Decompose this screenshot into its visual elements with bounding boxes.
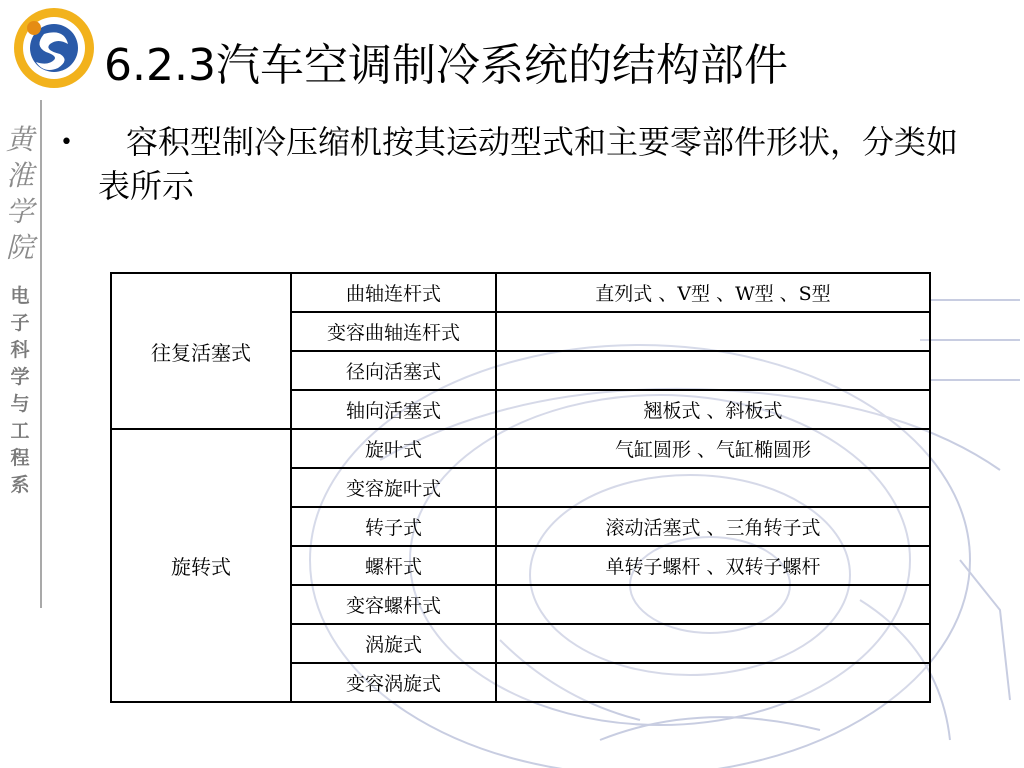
type-cell: 曲轴连杆式	[291, 273, 496, 312]
sidebar-department-name	[6, 283, 34, 499]
sidebar-char: 电	[10, 285, 30, 307]
group-label: 旋转式	[111, 429, 291, 702]
type-cell: 变容曲轴连杆式	[291, 312, 496, 351]
compressor-classification-table	[110, 272, 931, 703]
desc-cell: 气缸圆形 、气缸椭圆形	[496, 429, 930, 468]
group-label: 往复活塞式	[111, 273, 291, 429]
sidebar-char: 黄	[5, 123, 34, 156]
type-cell: 变容螺杆式	[291, 585, 496, 624]
desc-cell: 单转子螺杆 、双转子螺杆	[496, 546, 930, 585]
sidebar-char: 与	[10, 393, 30, 415]
sidebar-char: 学	[5, 195, 34, 228]
desc-cell	[496, 663, 930, 702]
type-cell: 转子式	[291, 507, 496, 546]
bullet-icon: •	[60, 130, 73, 155]
type-cell: 变容旋叶式	[291, 468, 496, 507]
sidebar-divider	[40, 100, 42, 608]
sidebar-char: 工	[10, 420, 30, 442]
type-cell: 旋叶式	[291, 429, 496, 468]
sidebar-char: 程	[10, 447, 30, 469]
desc-cell	[496, 351, 930, 390]
desc-cell	[496, 468, 930, 507]
type-cell: 变容涡旋式	[291, 663, 496, 702]
sidebar-char: 子	[10, 312, 30, 334]
sidebar-char: 淮	[5, 159, 34, 192]
logo-icon	[4, 4, 100, 94]
desc-cell: 滚动活塞式 、三角转子式	[496, 507, 930, 546]
type-cell: 涡旋式	[291, 624, 496, 663]
sidebar-char: 系	[10, 474, 30, 496]
desc-cell	[496, 312, 930, 351]
desc-cell	[496, 624, 930, 663]
sidebar-char: 科	[10, 339, 30, 361]
type-cell: 径向活塞式	[291, 351, 496, 390]
desc-cell: 直列式 、V型 、W型 、S型	[496, 273, 930, 312]
type-cell: 螺杆式	[291, 546, 496, 585]
sidebar-char: 学	[10, 366, 30, 388]
table-row	[111, 273, 930, 312]
bullet-text: 容积型制冷压缩机按其运动型式和主要零部件形状，分类如表所示	[98, 123, 959, 205]
desc-cell	[496, 585, 930, 624]
sidebar-school-name	[4, 122, 36, 266]
slide-title: 6.2.3汽车空调制冷系统的结构部件	[104, 40, 788, 91]
table-row	[111, 429, 930, 468]
type-cell: 轴向活塞式	[291, 390, 496, 429]
sidebar-char: 院	[5, 231, 34, 264]
desc-cell: 翘板式 、斜板式	[496, 390, 930, 429]
